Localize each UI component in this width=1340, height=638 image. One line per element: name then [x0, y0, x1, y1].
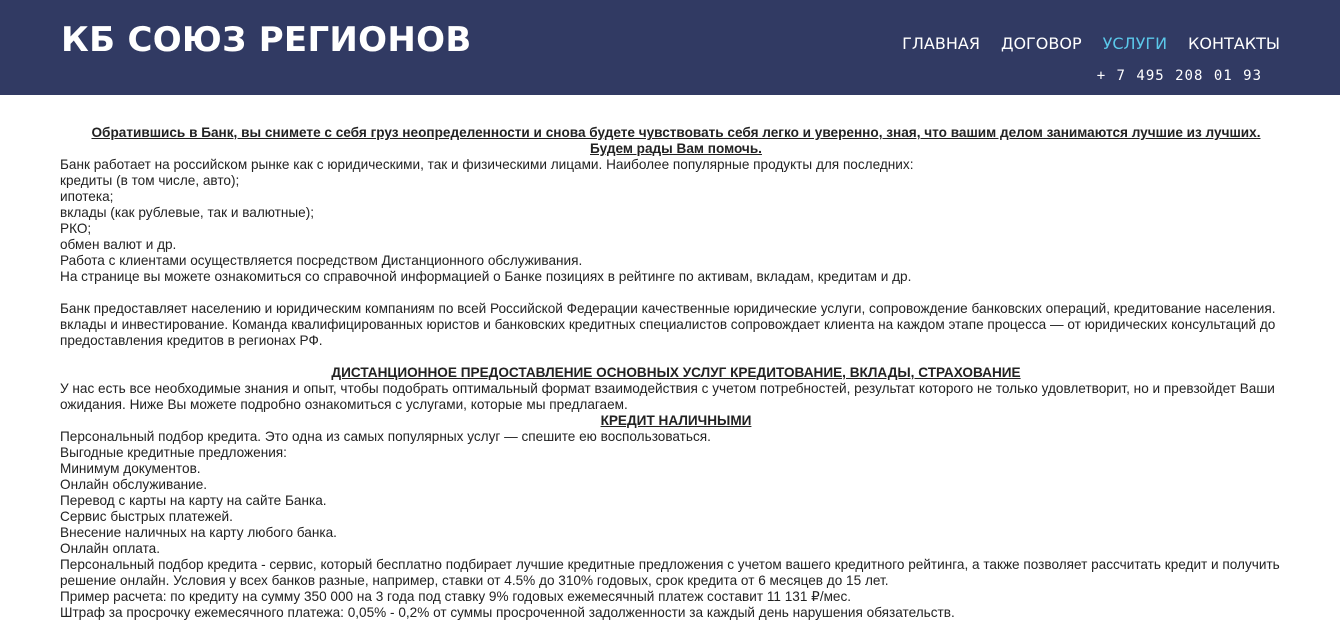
intro-heading: Обратившись в Банк, вы снимете с себя груз неопределенности и снова будете чувствовать себя легко и уверенно, зная, что вашим делом занимаются лучшие из лучших. [91, 125, 1261, 140]
main-nav [902, 34, 1280, 53]
services-paragraph: Банк предоставляет населению и юридическим компаниям по всей Российской Федерации качественные юридические услуги, сопровождение банковских операций, кредитование населения. вклады и инвестирование. Команда квалифицированных юристов и банковских кредитных специалистов сопровождает клиента на каждом этапе процесса — от юридических консультаций до предоставления кредитов в регионах РФ. [60, 301, 1276, 348]
text-line: Штраф за просрочку ежемесячного платежа: 0,05% - 0,2% от суммы просроченной задолженности за каждый день нарушения обязательств. [60, 605, 955, 620]
intro-list [60, 157, 1292, 285]
text-line: Пример расчета: по кредиту на сумму 350 000 на 3 года под ставку 9% годовых ежемесячный платеж составит 11 131 ₽/мес. [60, 589, 852, 604]
site-logo[interactable]: КБ СОЮЗ РЕГИОНОВ [61, 20, 472, 60]
text-line: Внесение наличных на карту любого банка. [60, 525, 337, 540]
text-line: Выгодные кредитные предложения: [60, 445, 287, 460]
nav-services[interactable]: УСЛУГИ [1102, 34, 1168, 53]
text-line: Сервис быстрых платежей. [60, 509, 233, 524]
nav-contacts[interactable]: КОНТАКТЫ [1188, 34, 1280, 53]
text-line: На странице вы можете ознакомиться со справочной информацией о Банке позициях в рейтинге по активам, вкладам, кредитам и др. [60, 269, 912, 284]
text-line: ипотека; [60, 189, 114, 204]
intro-subheading: Будем рады Вам помочь. [590, 141, 762, 156]
text-line: вклады (как рублевые, так и валютные); [60, 205, 315, 220]
section-heading: ДИСТАНЦИОННОЕ ПРЕДОСТАВЛЕНИЕ ОСНОВНЫХ УСЛУГ КРЕДИТОВАНИЕ, ВКЛАДЫ, СТРАХОВАНИЕ [331, 365, 1021, 380]
section-text: У нас есть все необходимые знания и опыт, чтобы подобрать оптимальный формат взаимодействия с учетом потребностей, результат которого не только удовлетворит, но и превзойдет Ваши ожидания. Ниже Вы можете подробно ознакомиться с услугами, которые мы предлагаем. [60, 381, 1275, 412]
main-content [60, 125, 1292, 621]
site-header [0, 0, 1340, 95]
text-line: Онлайн оплата. [60, 541, 160, 556]
credit-heading: КРЕДИТ НАЛИЧНЫМИ [600, 413, 752, 428]
text-line: Минимум документов. [60, 461, 201, 476]
phone-number[interactable]: + 7 495 208 01 93 [1096, 68, 1262, 84]
text-line: кредиты (в том числе, авто); [60, 173, 240, 188]
text-line: Перевод с карты на карту на сайте Банка. [60, 493, 327, 508]
text-line: РКО; [60, 221, 92, 236]
text-line: Персональный подбор кредита. Это одна из самых популярных услуг — спешите ею воспользоваться. [60, 429, 711, 444]
nav-home[interactable]: ГЛАВНАЯ [902, 34, 980, 53]
text-line: обмен валют и др. [60, 237, 177, 252]
credit-list [60, 429, 1292, 621]
text-line: Онлайн обслуживание. [60, 477, 208, 492]
text-line: Банк работает на российском рынке как с юридическими, так и физическими лицами. Наиболее популярные продукты для последних: [60, 157, 914, 172]
text-line: Персональный подбор кредита - сервис, который бесплатно подбирает лучшие кредитные предложения с учетом вашего кредитного рейтинга, а также позволяет рассчитать кредит и получить решение онлайн. Условия у всех банков разные, например, ставки от 4.5% до 310% годовых, срок кредита от 6 месяцев до 15 лет. [60, 557, 1280, 588]
text-line: Работа с клиентами осуществляется посредством Дистанционного обслуживания. [60, 253, 583, 268]
nav-contract[interactable]: ДОГОВОР [1000, 34, 1082, 53]
